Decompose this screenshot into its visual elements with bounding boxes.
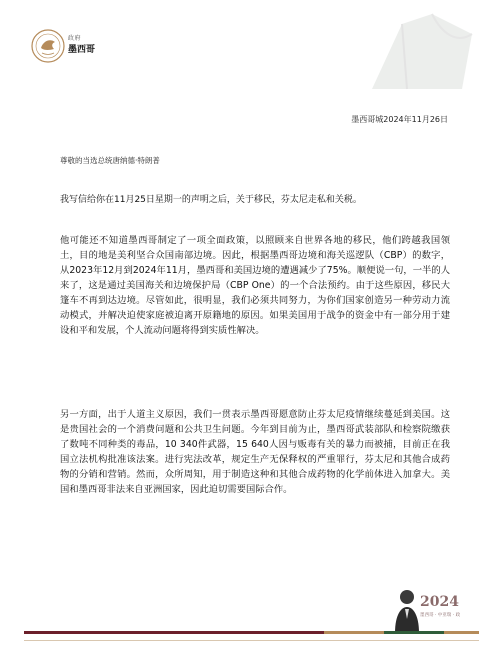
footer-color-bar [24, 631, 479, 634]
country-label: 墨西哥 [68, 45, 96, 55]
letter-date: 墨西哥城2024年11月26日 [351, 115, 448, 124]
letter-salutation: 尊敬的当选总统唐纳德·特朗普 [60, 156, 160, 165]
year-badge: 2024 [420, 594, 459, 610]
footer-divider [24, 640, 479, 641]
letter-intro: 我写信给你在11月25日星期一的声明之后，关于移民，芬太尼走私和关税。 [60, 195, 362, 205]
portrait-icon [393, 585, 421, 633]
year-badge-caption: 墨西哥 · 中亚瑞 · 政 [420, 613, 461, 618]
government-label: 政府 [68, 35, 82, 42]
coat-of-arms-icon [30, 28, 66, 64]
letter-paragraph-1: 他可能还不知道墨西哥制定了一项全面政策，以照顾来自世界各地的移民，他们跨越我国领土，目的地是美利坚合众国南部边境。因此，根据墨西哥边境和海关巡逻队（CBP）的数字，从2023年12月到2024年11月，墨西哥和美国边境的遭遇减少了75%。顺便说一句，一半的人来了，这是通过美国海关和边境保护局（CBP One）的一个合法预约。由于这些原因，移民大篷车不再到达边境。尽管如此，很明显，我们必须共同努力，为你们国家创造另一种劳动力流动模式，并解决迫使家庭被迫离开原籍地的原因。如果美国用于战争的资金中有一部分用于建设和平和发展，个人流动问题将得到实质性解决。 [60, 235, 450, 336]
letter-paragraph-2: 另一方面，出于人道主义原因，我们一贯表示墨西哥愿意防止芬太尼疫情继续蔓延到美国。这是贵国社会的一个消费问题和公共卫生问题。今年到目前为止，墨西哥武装部队和检察院缴获了数吨不同种类的毒品，10 340件武器，15 640人因与贩毒有关的暴力而被捕，目前正在我国立法机构批准该法案。进行宪法改革，规定生产无保释权的严重罪行，芬太尼和其他合成药物的分销和营销。然而，众所周知，用于制造这种和其他合成药物的化学前体进入加拿大。美国和墨西哥非法来自亚洲国家，因此迫切需要国际合作。 [60, 409, 450, 495]
flag-watermark-icon [362, 4, 482, 94]
